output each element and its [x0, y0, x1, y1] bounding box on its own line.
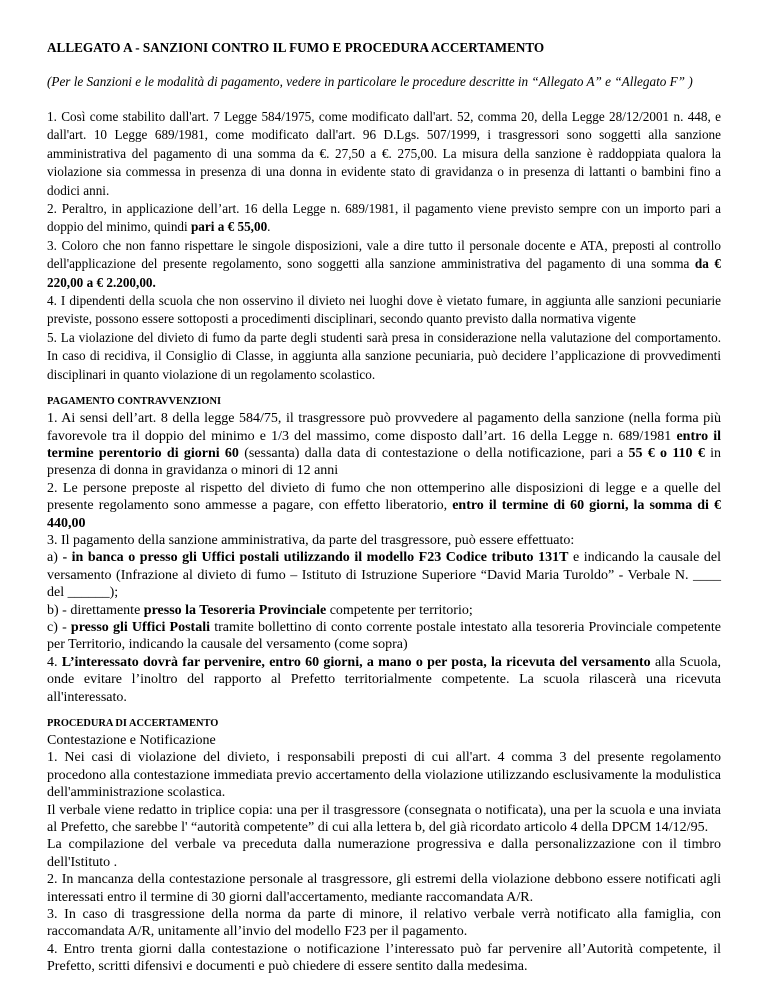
- text: tramite bollettino di conto corrente postale intestato alla tesoreria Provinciale competente per Territorio, indicando la causale del versamento (come sopra): [47, 619, 721, 653]
- text: e indicando la causale del versamento (Infrazione al divieto di fumo – Istituto di Istruzione Superiore “David Maria Turoldo” - Verbale N. ____ del ______);: [47, 550, 721, 601]
- bold-text: entro il termine di 60 giorni, la somma di € 440,00: [47, 498, 722, 531]
- procedure-paragraph-3: La compilazione del verbale va preceduta dalla numerazione progressiva e dalla personalizzazione con il timbro dell'Istituto .: [47, 837, 721, 870]
- bold-text: L’interessato dovrà far pervenire, entro 60 giorni, a mano o per posta, la ricevuta del versamento: [61, 654, 651, 670]
- payment-option-b: [47, 602, 721, 619]
- procedure-paragraph-6: 4. Entro trenta giorni dalla contestazione o notificazione l’interessato può far pervenire all’Autorità competente, il Prefetto, scritti difensivi e documenti e può chiedere di essere sentito dalla medesima.: [47, 941, 721, 975]
- procedure-section: [47, 718, 721, 976]
- bold-text: pari a € 55,00: [190, 219, 268, 235]
- text: 2. Peraltro, in applicazione dell’art. 16 della Legge n. 689/1981, il pagamento viene previsto sempre con un importo pari a doppio del minimo, quindi: [47, 201, 721, 235]
- text: in presenza di donna in gravidanza o minori di 12 anni: [47, 445, 721, 479]
- intro-note: (Per le Sanzioni e le modalità di pagamento, vedere in particolare le procedure descritte in “Allegato A” e “Allegato F” ): [47, 74, 693, 89]
- text: 2. Le persone preposte al rispetto del divieto di fumo che non ottemperino alle disposizioni di legge e a quelle del presente regolamento sono ammesse a pagare, con effetto liberatorio,: [47, 480, 721, 514]
- sanctions-paragraph-1: 1. Così come stabilito dall'art. 7 Legge 584/1975, come modificato dall'art. 52, comma 20, della Legge 28/12/2001 n. 448, e dall'art. 10 Legge 689/1981, come modificato dall'art. 96 D.Lgs. 507/1999, i trasgressori sono soggetti alla sanzione amministrativa del pagamento di una somma da €. 27,50 a €. 275,00. La misura della sanzione è raddoppiata qualora la violazione sia commessa in presenza di una donna in evidente stato di gravidanza o in presenza di lattanti o bambini fino a dodici anni.: [47, 109, 721, 198]
- procedure-paragraph-1: 1. Nei casi di violazione del divieto, i responsabili preposti di cui all'art. 4 comma 3 del presente regolamento procedono alla contestazione immediata previo accertamento della violazione utilizzando esclusivamente la modulistica dell'amministrazione scolastica.: [47, 750, 721, 801]
- payment-paragraph-4: [47, 654, 721, 706]
- text: (sessanta) dalla data di contestazione o della notificazione, pari a: [238, 445, 629, 461]
- procedure-heading: PROCEDURA DI ACCERTAMENTO: [47, 718, 219, 729]
- procedure-paragraph-2: Il verbale viene redatto in triplice copia: una per il trasgressore (consegnata o notificata), una per la scuola e una inviata al Prefetto, che sarebbe l' “autorità competente” di cui alla lettera b, del già ricordato articolo 4 della DPCM 14/12/95.: [47, 802, 721, 836]
- procedure-paragraph-5: 3. In caso di trasgressione della norma da parte di minore, il relativo verbale verrà notificato alla famiglia, con raccomandata A/R, unitamente all’invio del modello F23 per il pagamento.: [47, 907, 721, 940]
- sanctions-section: [47, 108, 721, 384]
- payment-heading: PAGAMENTO CONTRAVVENZIONI: [47, 396, 222, 408]
- sanctions-paragraph-2: [47, 200, 721, 237]
- procedure-subheading: Contestazione e Notificazione: [47, 733, 216, 748]
- bold-text: 55 € o 110 €: [628, 445, 705, 461]
- payment-option-a: [47, 549, 721, 601]
- payment-paragraph-2: [47, 480, 721, 532]
- payment-option-c: [47, 619, 721, 654]
- text: 4.: [47, 654, 62, 670]
- sanctions-paragraph-3: [47, 237, 721, 292]
- payment-section: [47, 396, 721, 706]
- payment-paragraph-3: 3. Il pagamento della sanzione amministrativa, da parte del trasgressore, può essere effettuato:: [47, 532, 575, 548]
- text: .: [267, 219, 271, 235]
- text: 3. Coloro che non fanno rispettare le singole disposizioni, vale a dire tutto il personale docente e ATA, preposti al controllo dell'applicazione del presente regolamento, sono soggetti alla sanzione amministrativa del pagamento di una somma: [47, 237, 721, 272]
- text: c) -: [47, 619, 71, 635]
- document-title: ALLEGATO A - SANZIONI CONTRO IL FUMO E PROCEDURA ACCERTAMENTO: [47, 40, 545, 55]
- bold-text: entro il termine perentorio di giorni 60: [47, 428, 721, 461]
- bold-text: - in banca o presso gli Uffici postali utilizzando il modello F23 Codice tributo 131T: [62, 550, 569, 566]
- text: alla Scuola, onde evitare l’inoltro del rapporto al Prefetto territorialmente competente. La scuola rilascerà una ricevuta all'interessato.: [47, 654, 722, 705]
- bold-text: presso la Tesoreria Provinciale: [143, 602, 327, 618]
- bold-text: presso gli Uffici Postali: [70, 619, 210, 635]
- text: 1. Ai sensi dell’art. 8 della legge 584/75, il trasgressore può provvedere al pagamento della sanzione (nella forma più favorevole tra il doppio del minimo e 1/3 del massimo, come disposto dall’art. 16 della Legge n. 689/1981: [47, 411, 721, 444]
- text: b) - direttamente: [47, 602, 144, 618]
- sanctions-paragraph-4: 4. I dipendenti della scuola che non osservino il divieto nei luoghi dove è vietato fumare, in aggiunta alle sanzioni pecuniarie previste, possono essere sottoposti a procedimenti disciplinari, secondo quanto previsto dalla normativa vigente: [47, 293, 721, 327]
- procedure-paragraph-4: 2. In mancanza della contestazione personale al trasgressore, gli estremi della violazione debbono essere notificati agli interessati entro il termine di 30 giorni dall'accertamento, mediante raccomandata A/R.: [47, 872, 721, 905]
- payment-paragraph-1: [47, 410, 721, 480]
- bold-text: da € 220,00 a € 2.200,00.: [47, 256, 721, 290]
- text: a): [47, 550, 63, 566]
- sanctions-paragraph-5: 5. La violazione del divieto di fumo da parte degli studenti sarà presa in considerazione nella valutazione del comportamento. In caso di recidiva, il Consiglio di Classe, in aggiunta alla sanzione pecuniaria, può decidere l’applicazione di provvedimenti disciplinari in quanto violazione di un regolamento scolastico.: [47, 329, 721, 382]
- text: competente per territorio;: [326, 602, 473, 618]
